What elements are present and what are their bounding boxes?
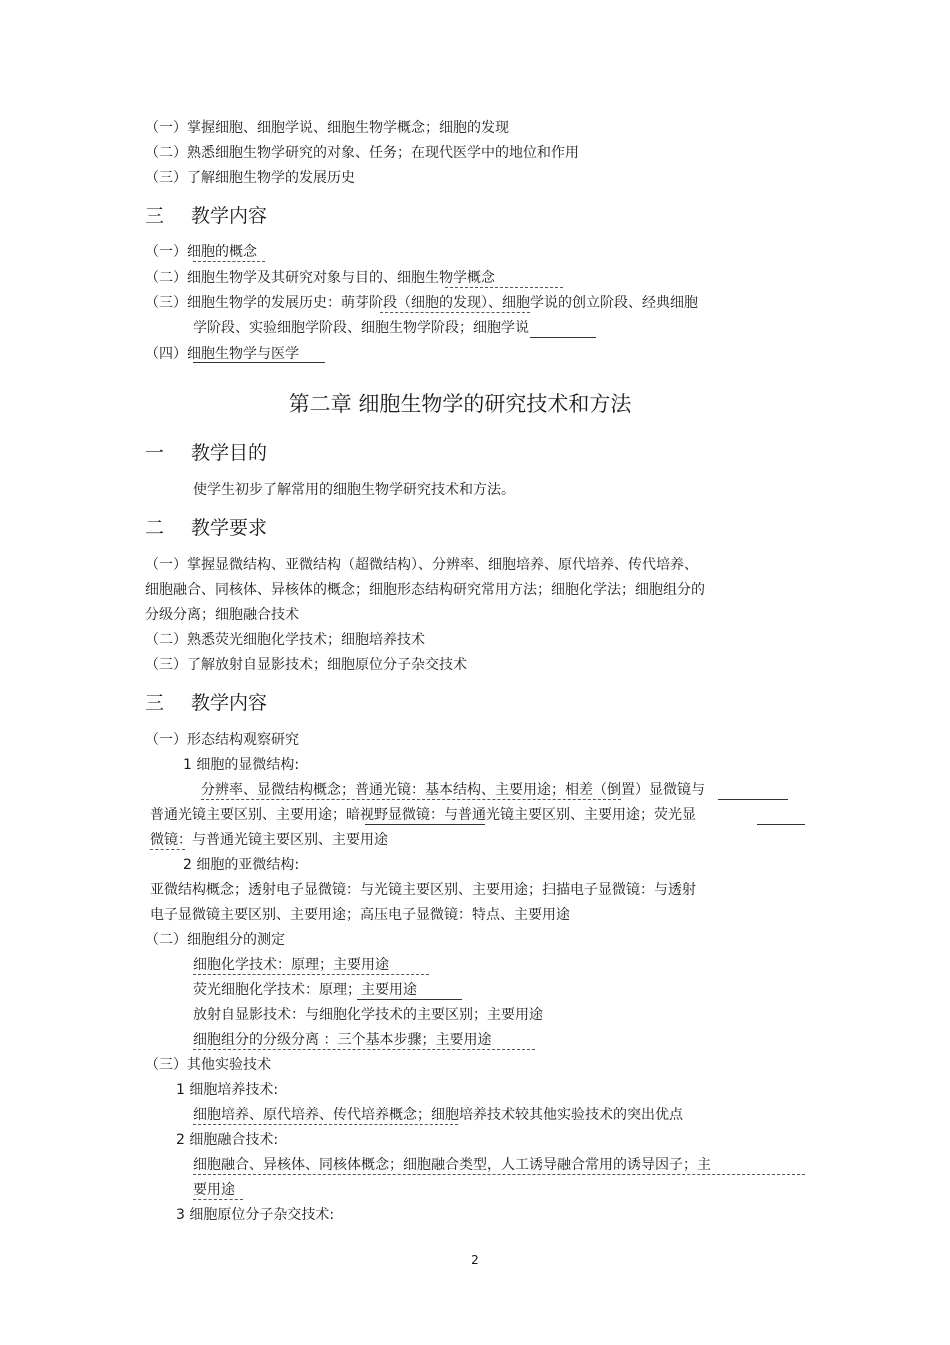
content-line: 要用途 [193,1182,235,1198]
requirement-line: （一）掌握细胞、细胞学说、细胞生物学概念；细胞的发现 [145,120,509,136]
requirement-line: （一）掌握显微结构、亚微结构（超微结构）、分辨率、细胞培养、原代培养、传代培养、 [145,557,698,573]
underline-mark [718,799,788,800]
content-line: 学阶段、实验细胞学阶段、细胞生物学阶段；细胞学说 [193,320,529,336]
underline-mark [380,312,530,313]
content-line: 细胞组分的分级分离 ：三个基本步骤；主要用途 [193,1032,492,1048]
underline-mark [357,999,462,1000]
content-line: 微镜：与普通光镜主要区别、主要用途 [150,832,388,848]
content-line: （一）形态结构观察研究 [145,732,299,748]
section-heading: 三 教学内容 [145,205,268,227]
content-line: 荧光细胞化学技术：原理；主要用途 [193,982,417,998]
section-heading: 三 教学内容 [145,692,268,714]
requirement-line: （二）熟悉荧光细胞化学技术；细胞培养技术 [145,632,425,648]
content-line: （三）其他实验技术 [145,1057,271,1073]
underline-mark [757,824,805,825]
content-line: 1 细胞培养技术: [176,1082,279,1098]
chapter-title: 第二章 细胞生物学的研究技术和方法 [288,392,632,416]
content-line: 细胞融合、异核体、同核体概念；细胞融合类型，人工诱导融合常用的诱导因子；主 [193,1157,711,1173]
content-line: 细胞培养、原代培养、传代培养概念；细胞培养技术较其他实验技术的突出优点 [193,1107,683,1123]
underline-mark [201,799,621,800]
underline-mark [530,337,596,338]
content-line: （一）细胞的概念 [145,244,257,260]
content-line: （二）细胞组分的测定 [145,932,285,948]
content-line: 亚微结构概念；透射电子显微镜：与光镜主要区别、主要用途；扫描电子显微镜：与透射 [150,882,696,898]
underline-mark [193,261,265,262]
content-line: 1 细胞的显微结构: [183,757,300,773]
section-heading: 一 教学目的 [145,442,268,464]
purpose-text: 使学生初步了解常用的细胞生物学研究技术和方法。 [193,482,515,498]
requirement-line: （三）了解细胞生物学的发展历史 [145,170,355,186]
content-line: 2 细胞的亚微结构: [183,857,300,873]
underline-mark [193,1049,535,1050]
content-line: 2 细胞融合技术: [176,1132,279,1148]
content-line: 3 细胞原位分子杂交技术: [176,1207,335,1223]
content-line: 分辨率、显微结构概念；普通光镜：基本结构、主要用途；相差（倒置）显微镜与 [201,782,705,798]
content-line: （二）细胞生物学及其研究对象与目的、细胞生物学概念 [145,270,495,286]
page-number: 2 [471,1253,479,1267]
underline-mark [445,287,563,288]
underline-mark [150,849,185,850]
underline-mark [193,362,325,363]
requirement-line: 分级分离；细胞融合技术 [145,607,299,623]
requirement-line: 细胞融合、同核体、异核体的概念；细胞形态结构研究常用方法；细胞化学法；细胞组分的 [145,582,705,598]
content-line: （三）细胞生物学的发展历史：萌芽阶段（细胞的发现）、细胞学说的创立阶段、经典细胞 [145,295,698,311]
underline-mark [193,1124,458,1125]
content-line: 细胞化学技术：原理；主要用途 [193,957,389,973]
underline-mark [365,824,485,825]
content-line: 电子显微镜主要区别、主要用途；高压电子显微镜：特点、主要用途 [150,907,570,923]
content-line: 普通光镜主要区别、主要用途；暗视野显微镜：与普通光镜主要区别、主要用途；荧光显 [150,807,696,823]
content-line: 放射自显影技术：与细胞化学技术的主要区别；主要用途 [193,1007,543,1023]
content-line: （四）细胞生物学与医学 [145,346,299,362]
requirement-line: （三）了解放射自显影技术；细胞原位分子杂交技术 [145,657,467,673]
underline-mark [193,1174,805,1175]
section-heading: 二 教学要求 [145,517,268,539]
underline-mark [193,1199,243,1200]
requirement-line: （二）熟悉细胞生物学研究的对象、任务；在现代医学中的地位和作用 [145,145,579,161]
underline-mark [193,974,429,975]
